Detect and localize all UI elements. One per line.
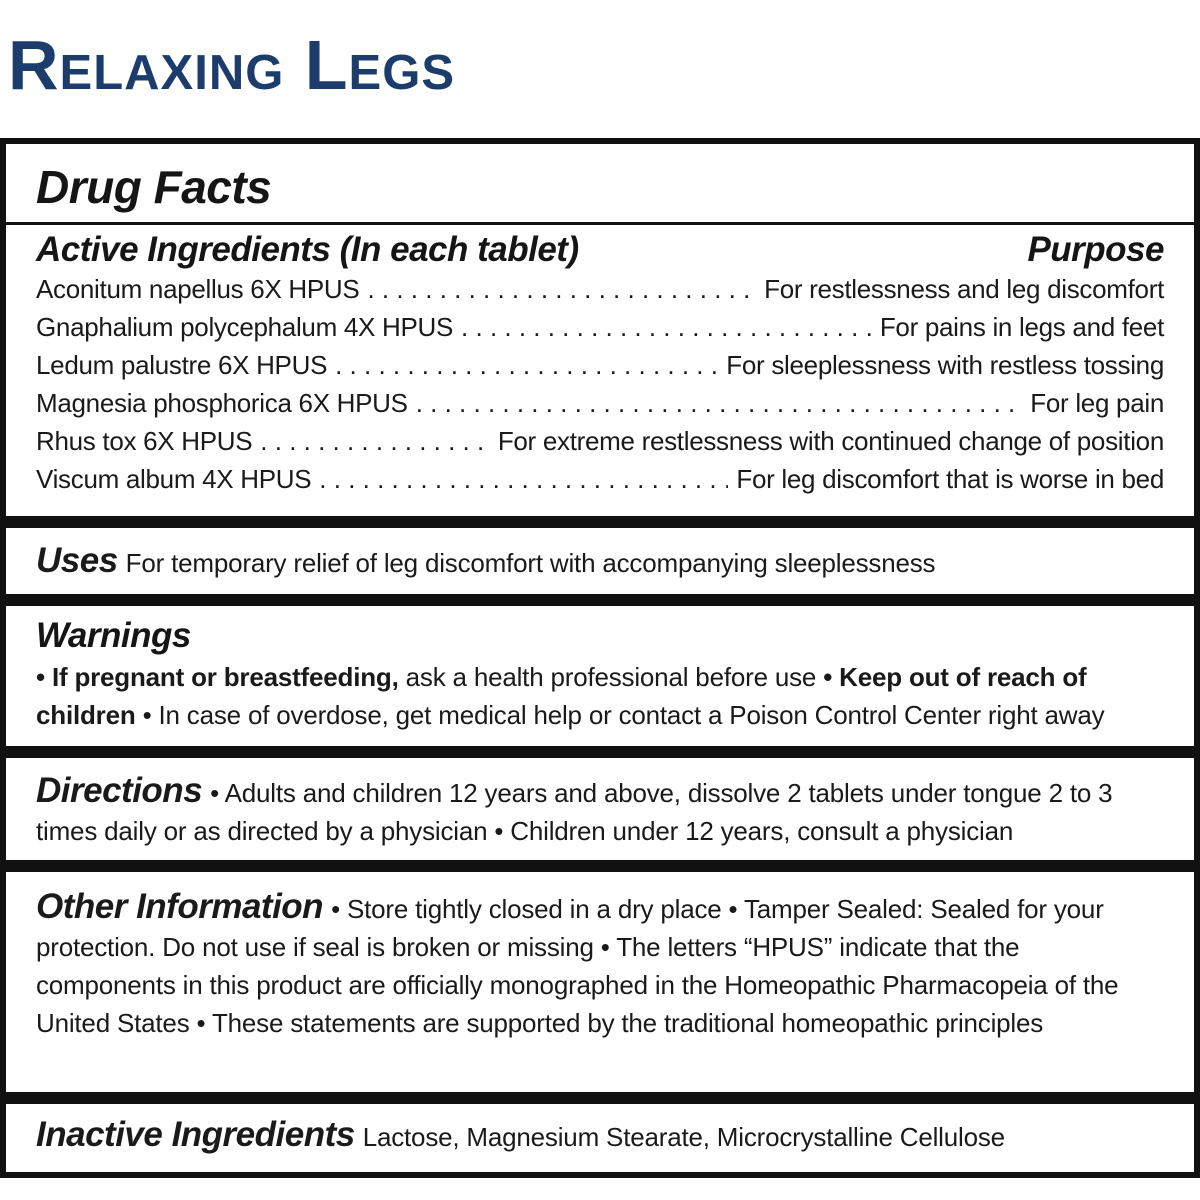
active-ingredients-heading: Active Ingredients (In each tablet) xyxy=(36,230,579,269)
other-information-section xyxy=(6,888,1194,1042)
section-divider xyxy=(6,594,1194,606)
section-divider xyxy=(6,860,1194,872)
ingredient-name: Magnesia phosphorica 6X HPUS xyxy=(36,388,408,418)
warning-pregnant-bold: If pregnant or breastfeeding, xyxy=(51,662,399,692)
brand-title: Relaxing Legs xyxy=(8,26,456,104)
ingredient-purpose: For leg discomfort that is worse in bed xyxy=(736,464,1164,494)
leader-dots xyxy=(335,346,718,384)
inactive-ingredients-text: Lactose, Magnesium Stearate, Microcrystalline Cellulose xyxy=(362,1122,1005,1152)
warning-pregnant-text: ask a health professional before use xyxy=(405,662,817,692)
warning-children-bold: Keep out of reach of children xyxy=(36,662,1087,730)
ingredient-name: Aconitum napellus 6X HPUS xyxy=(36,274,360,304)
other-information-heading: Other Information xyxy=(36,887,324,926)
leader-dots xyxy=(416,384,1023,422)
warnings-text: • If pregnant or breastfeeding, ask a health professional before use • Keep out of reach of children • In case of overdose, get medical help or contact a Poison Control Center right away xyxy=(36,662,1105,730)
directions-heading: Directions xyxy=(36,771,203,810)
ingredient-row xyxy=(36,308,1164,346)
leader-dots xyxy=(461,308,872,346)
ingredient-name: Viscum album 4X HPUS xyxy=(36,464,312,494)
ingredient-name: Ledum palustre 6X HPUS xyxy=(36,350,328,380)
ingredient-row xyxy=(36,270,1164,308)
leader-dots xyxy=(260,422,490,460)
other-information-text: • Store tightly closed in a dry place • Tamper Sealed: Sealed for your protection. Do not use if seal is broken or missing • The letters “HPUS” indicate that the components in this product are officially monographed in the Homeopathic Pharmacopeia of the United States • These statements are supported by the traditional homeopathic principles xyxy=(36,894,1119,1038)
drug-facts-title-section xyxy=(6,160,1194,214)
section-divider xyxy=(6,1092,1194,1104)
ingredient-name: Rhus tox 6X HPUS xyxy=(36,426,253,456)
directions-text: • Adults and children 12 years and above, dissolve 2 tablets under tongue 2 to 3 times daily or as directed by a physician • Children under 12 years, consult a physician xyxy=(36,778,1113,846)
purpose-heading: Purpose xyxy=(1027,230,1164,269)
inactive-ingredients-heading: Inactive Ingredients xyxy=(36,1115,355,1154)
active-ingredients-header xyxy=(36,230,1164,270)
ingredient-row xyxy=(36,384,1164,422)
drug-facts-title: Drug Facts xyxy=(36,161,272,213)
ingredient-purpose: For restlessness and leg discomfort xyxy=(764,274,1164,304)
uses-text: For temporary relief of leg discomfort with accompanying sleeplessness xyxy=(125,548,936,578)
leader-dots xyxy=(367,270,756,308)
warnings-heading: Warnings xyxy=(36,616,191,655)
ingredient-row xyxy=(36,460,1164,498)
warnings-section xyxy=(6,616,1194,734)
ingredient-purpose: For extreme restlessness with continued change of position xyxy=(497,426,1164,456)
directions-section xyxy=(6,772,1194,850)
ingredient-purpose: For pains in legs and feet xyxy=(879,312,1164,342)
warning-overdose-text: In case of overdose, get medical help or contact a Poison Control Center right away xyxy=(158,700,1105,730)
ingredient-purpose: For sleeplessness with restless tossing xyxy=(726,350,1164,380)
leader-dots xyxy=(319,460,728,498)
section-divider xyxy=(6,516,1194,528)
ingredient-name: Gnaphalium polycephalum 4X HPUS xyxy=(36,312,454,342)
title-divider xyxy=(6,222,1194,225)
section-divider xyxy=(6,746,1194,758)
inactive-ingredients-section xyxy=(6,1116,1194,1156)
ingredient-row xyxy=(36,422,1164,460)
ingredient-purpose: For leg pain xyxy=(1030,388,1164,418)
uses-section xyxy=(6,542,1194,582)
uses-heading: Uses xyxy=(36,541,118,580)
drug-facts-panel xyxy=(0,138,1200,1178)
active-ingredients-section xyxy=(6,230,1194,498)
ingredient-row xyxy=(36,346,1164,384)
